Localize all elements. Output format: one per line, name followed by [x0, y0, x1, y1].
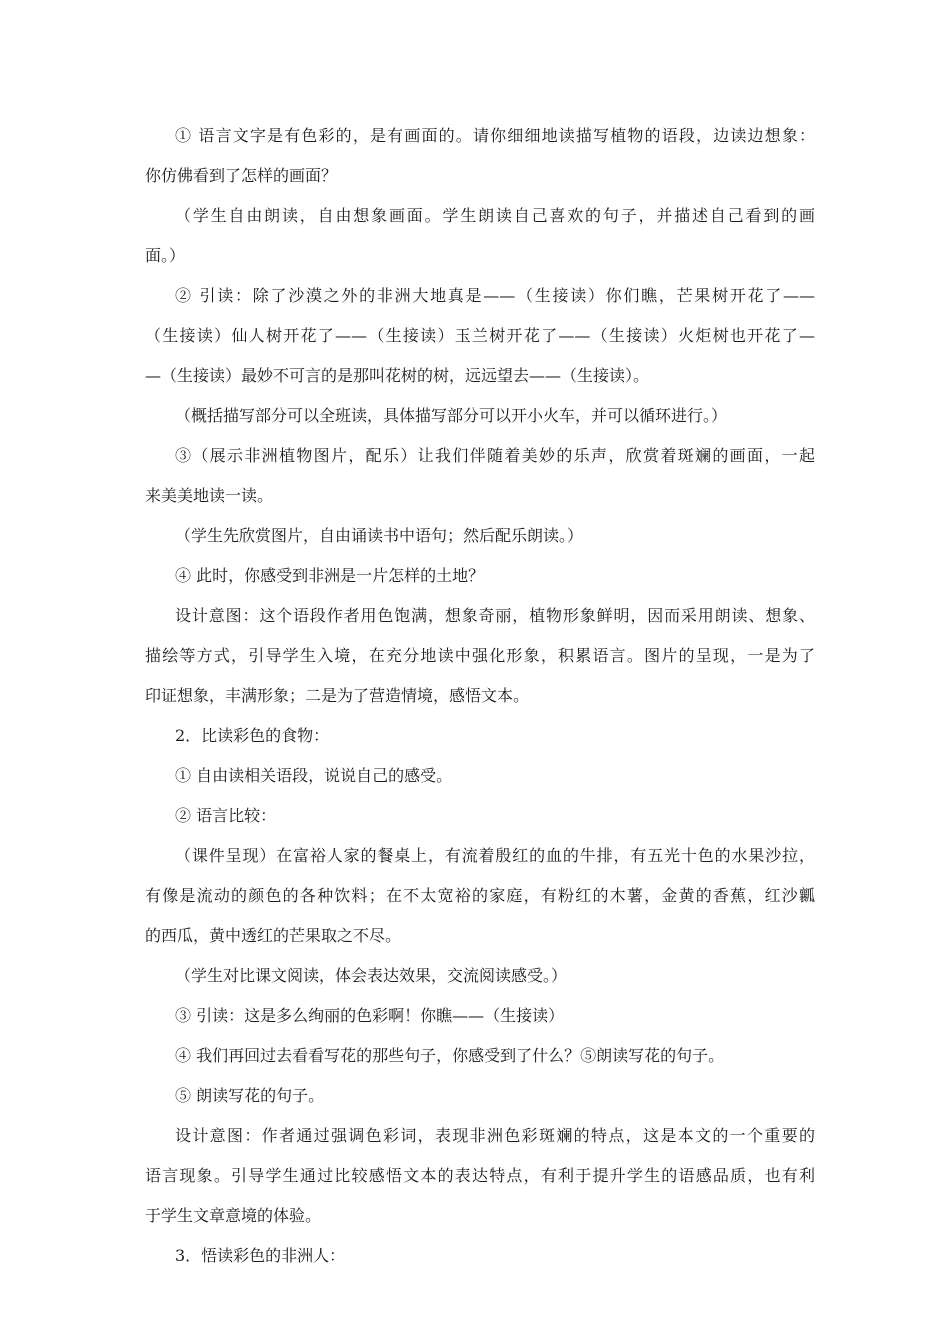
text-line: （概括描写部分可以全班读，具体描写部分可以开小火车，并可以循环进行。） — [175, 406, 728, 425]
text-line: 来美美地读一读。 — [145, 486, 274, 505]
text-line: （学生对比课文阅读，体会表达效果，交流阅读感受。） — [175, 966, 568, 985]
text-line: （学生先欣赏图片，自由诵读书中语句；然后配乐朗读。） — [175, 526, 584, 545]
text-line: ④ 此时，你感受到非洲是一片怎样的土地？ — [175, 566, 485, 585]
text-line: （学生自由朗读，自由想象画面。学生朗读自己喜欢的句子，并描述自己看到的画 — [175, 206, 815, 225]
text-line: 你仿佛看到了怎样的画面？ — [145, 166, 338, 185]
text-line: （生接读）仙人树开花了——（生接读）玉兰树开花了——（生接读）火炬树也开花了— — [145, 326, 815, 345]
text-line: ① 自由读相关语段，说说自己的感受。 — [175, 766, 453, 785]
text-line: ① 语言文字是有色彩的，是有画面的。请你细细地读描写植物的语段，边读边想象： — [175, 126, 815, 145]
text-line: （课件呈现）在富裕人家的餐桌上，有流着殷红的血的牛排，有五光十色的水果沙拉， — [175, 846, 815, 865]
text-line: 语言现象。引导学生通过比较感悟文本的表达特点，有利于提升学生的语感品质，也有利 — [145, 1166, 815, 1185]
text-line: ② 语言比较： — [175, 806, 277, 825]
text-line: 有像是流动的颜色的各种饮料；在不太宽裕的家庭，有粉红的木薯，金黄的香蕉，红沙瓤 — [145, 886, 815, 905]
text-line: ③（展示非洲植物图片，配乐）让我们伴随着美妙的乐声，欣赏着斑斓的画面，一起 — [175, 446, 815, 465]
text-line: ④ 我们再回过去看看写花的那些句子，你感受到了什么？⑤朗读写花的句子。 — [175, 1046, 725, 1065]
text-line: 设计意图：这个语段作者用色饱满，想象奇丽，植物形象鲜明，因而采用朗读、想象、 — [175, 606, 815, 625]
text-line: ③ 引读：这是多么绚丽的色彩啊！你瞧——（生接读） — [175, 1006, 565, 1025]
text-line: ② 引读：除了沙漠之外的非洲大地真是——（生接读）你们瞧，芒果树开花了—— — [175, 286, 815, 305]
text-line: —（生接读）最妙不可言的是那叫花树的树，远远望去——（生接读）。 — [145, 366, 650, 385]
section-heading: 2．比读彩色的食物： — [175, 726, 330, 745]
document-body — [145, 116, 815, 1276]
text-line: 的西瓜，黄中透红的芒果取之不尽。 — [145, 926, 402, 945]
text-line: ⑤ 朗读写花的句子。 — [175, 1086, 325, 1105]
text-line: 印证想象，丰满形象；二是为了营造情境，感悟文本。 — [145, 686, 530, 705]
text-line: 描绘等方式，引导学生入境，在充分地读中强化形象，积累语言。图片的呈现，一是为了 — [145, 646, 815, 665]
text-line: 面。） — [145, 246, 186, 265]
text-line: 于学生文章意境的体验。 — [145, 1206, 322, 1225]
text-line: 设计意图：作者通过强调色彩词，表现非洲色彩斑斓的特点，这是本文的一个重要的 — [175, 1126, 815, 1145]
section-heading: 3．悟读彩色的非洲人： — [175, 1246, 346, 1265]
